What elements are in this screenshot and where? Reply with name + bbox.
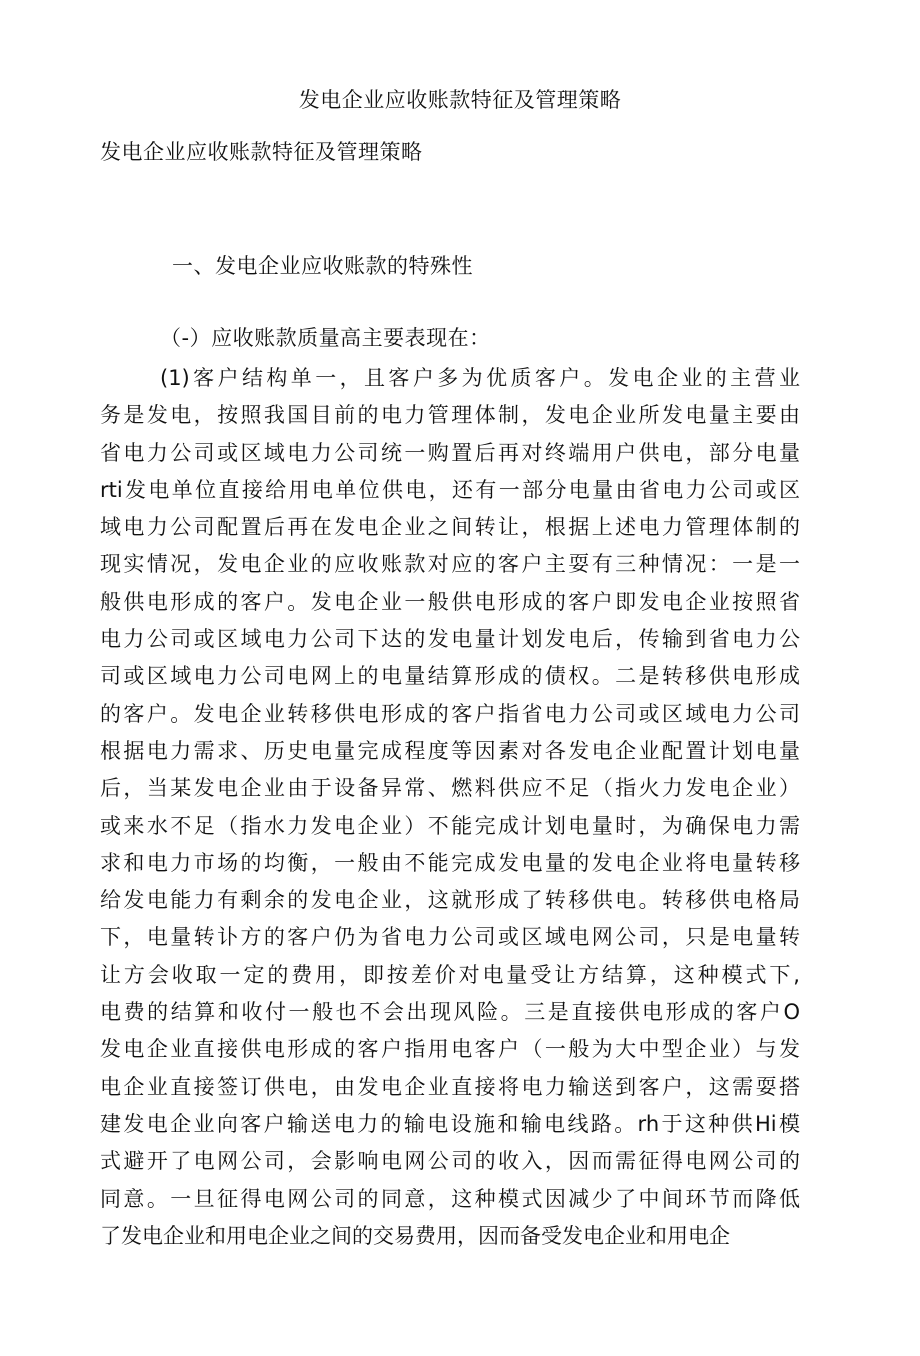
section-heading: 一、发电企业应收账款的特殊性: [172, 254, 473, 278]
text-line: 求和电力市场的均衡，一般由不能完成发电量的发电企业将电量转移: [100, 850, 800, 875]
text-line: 给发电能力有剩余的发电企业，这就形成了转移供电。转移供电格局: [100, 888, 800, 913]
text-line: 建发电企业向客户输送电力的输电设施和输电线路。rh于这种供Hi模: [100, 1111, 800, 1136]
subsection-heading: （-）应收账款质量高主要表现在：: [160, 326, 491, 350]
text-line: 域电力公司配置后再在发电企业之间转让，根据上述电力管理体制的: [100, 515, 800, 540]
text-line: 同意。一旦征得电网公司的同意，这种模式因减少了中间环节而降低: [100, 1186, 800, 1211]
text-line: 司或区域电力公司电网上的电量结算形成的债权。二是转移供电形成: [100, 664, 800, 689]
text-line: 让方会收取一定的费用，即按差价对电量受让方结算，这种模式下,: [100, 962, 800, 987]
text-line: 下，电量转讣方的客户仍为省电力公司或区域电网公司，只是电量转: [100, 925, 800, 950]
document-subtitle: 发电企业应收账款特征及管理策略: [100, 140, 423, 164]
text-line: 务是发电，按照我国目前的电力管理体制，发电企业所发电量主要由: [100, 403, 800, 428]
text-line: 电企业直接签订供电，由发电企业直接将电力输送到客户，这需耍搭: [100, 1074, 800, 1099]
text-line: 现实情况，发电企业的应收账款对应的客户主耍有三种情况：一是一: [100, 552, 800, 577]
text-line: 的客户。发电企业转移供电形成的客户指省电力公司或区域电力公司: [100, 701, 800, 726]
text-line: (1)客户结构单一，且客户多为优质客户。发电企业的主营业: [160, 366, 800, 390]
text-line: 省电力公司或区域电力公司统一购置后再对终端用户供电，部分电量: [100, 440, 800, 465]
text-line: 般供电形成的客户。发电企业一般供电形成的客户即发电企业按照省: [100, 589, 800, 614]
text-line: 发电企业直接供电形成的客户指用电客户（一般为大中型企业）与发: [100, 1037, 800, 1062]
text-line: 根据电力需求、历史电量完成程度等因素对各发电企业配置计划电量: [100, 738, 800, 763]
text-line: 后，当某发电企业由于设备异常、燃料供应不足（指火力发电企业）: [100, 776, 800, 801]
text-line: rti发电单位直接给用电单位供电，还有一部分电量由省电力公司或区: [100, 477, 800, 502]
text-line: 了发电企业和用电企业之间的交易费用，因而备受发电企业和用电企: [100, 1223, 730, 1248]
text-line: 电力公司或区域电力公司下达的发电量计划发电后，传输到省电力公: [100, 627, 800, 652]
body-paragraph: [100, 360, 800, 1255]
text-line: 或来水不足（指水力发电企业）不能完成计划电量时，为确保电力需: [100, 813, 800, 838]
text-line: 式避开了电网公司，会影响电网公司的收入，因而需征得电网公司的: [100, 1149, 800, 1174]
document-title: 发电企业应收账款特征及管理策略: [298, 88, 622, 112]
text-line: 电费的结算和收付一般也不会出现风险。三是直接供电形成的客户O: [100, 1000, 800, 1025]
